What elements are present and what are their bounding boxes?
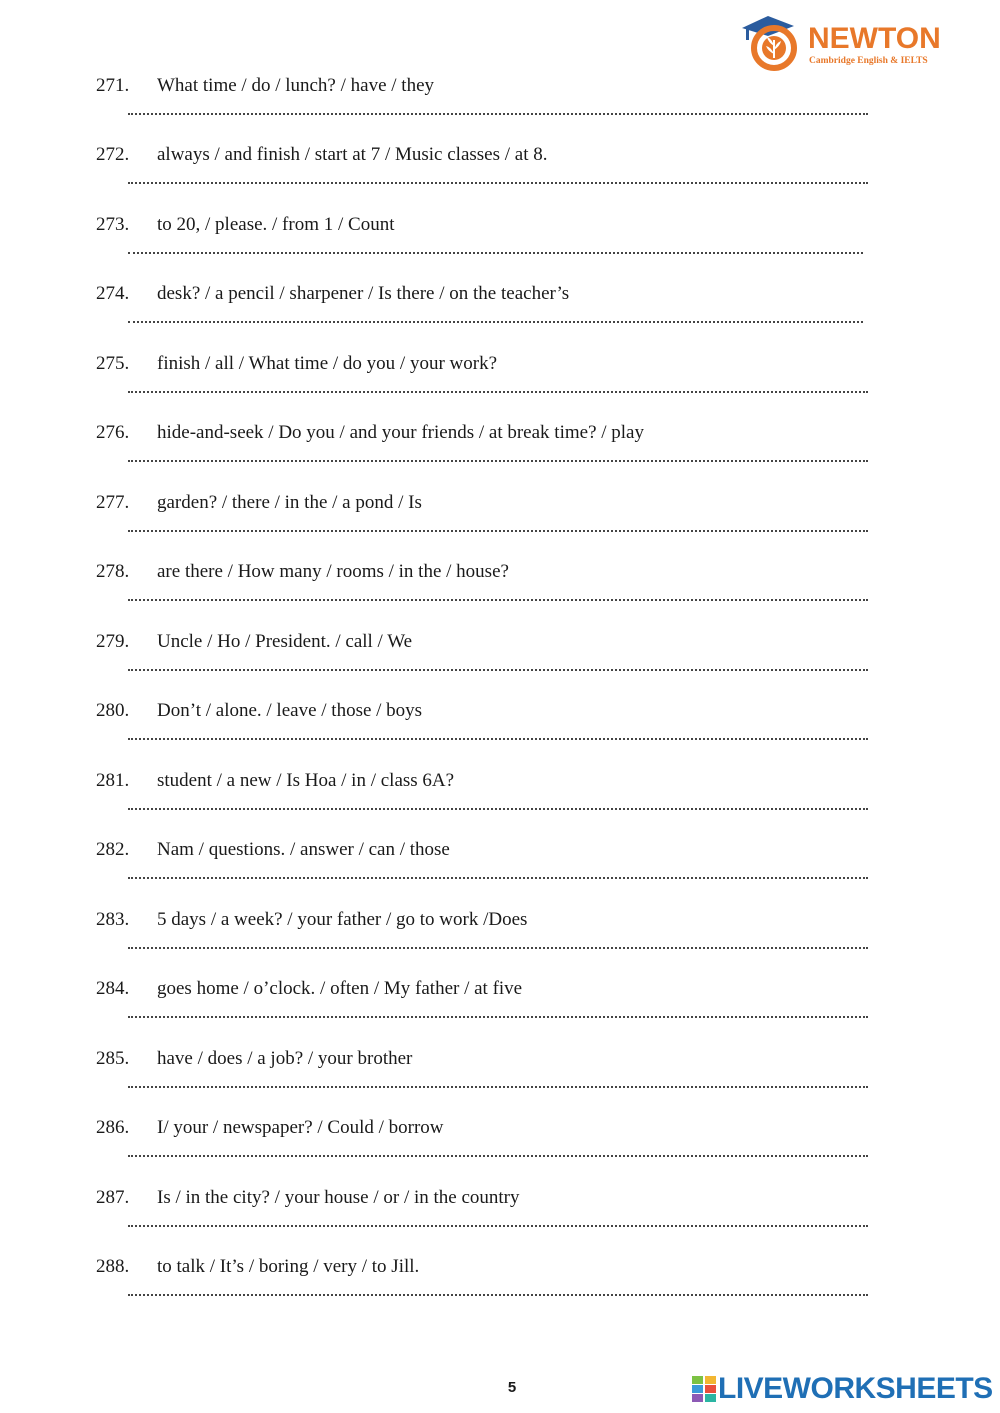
question-item — [0, 838, 1000, 908]
question-item — [0, 1047, 1000, 1117]
question-number: 275. — [96, 353, 130, 374]
question-number: 277. — [96, 492, 130, 513]
page-number: 5 — [507, 1379, 517, 1396]
question-prompt: I/ your / newspaper? / Could / borrow — [157, 1117, 444, 1138]
answer-line[interactable] — [128, 668, 868, 671]
question-prompt: Don’t / alone. / leave / those / boys — [157, 700, 423, 721]
question-number: 288. — [96, 1256, 130, 1277]
question-item — [0, 560, 1000, 630]
question-item — [0, 421, 1000, 491]
answer-line[interactable] — [128, 390, 868, 393]
question-prompt: Uncle / Ho / President. / call / We — [157, 631, 413, 652]
question-number: 287. — [96, 1187, 130, 1208]
answer-line[interactable] — [128, 1154, 868, 1157]
question-number: 286. — [96, 1117, 130, 1138]
question-item — [0, 1255, 1000, 1325]
answer-line[interactable] — [128, 1293, 868, 1296]
newton-emblem-icon — [738, 10, 808, 76]
answer-line[interactable] — [128, 876, 868, 879]
answer-line[interactable] — [128, 737, 868, 740]
question-number: 280. — [96, 700, 130, 721]
question-number: 274. — [96, 283, 130, 304]
brand-name: NEWTON — [808, 22, 941, 55]
question-number: 279. — [96, 631, 130, 652]
question-number: 284. — [96, 978, 130, 999]
question-item — [0, 143, 1000, 213]
question-prompt: to 20, / please. / from 1 / Count — [157, 214, 395, 235]
question-item — [0, 491, 1000, 561]
answer-line[interactable] — [128, 598, 868, 601]
brand-tagline: Cambridge English & IELTS — [809, 56, 928, 66]
answer-line[interactable] — [128, 112, 868, 115]
question-prompt: are there / How many / rooms / in the / house? — [157, 561, 509, 582]
question-prompt: desk? / a pencil / sharpener / Is there / on the teacher’s — [157, 283, 570, 304]
answer-line[interactable] — [128, 1085, 868, 1088]
question-prompt: What time / do / lunch? / have / they — [157, 75, 435, 96]
answer-line[interactable] — [128, 1015, 868, 1018]
question-number: 273. — [96, 214, 130, 235]
question-item — [0, 282, 1000, 352]
question-number: 278. — [96, 561, 130, 582]
liveworksheets-watermark — [692, 1372, 993, 1406]
liveworksheets-icon — [692, 1376, 716, 1402]
question-prompt: Is / in the city? / your house / or / in the country — [157, 1187, 520, 1208]
answer-line[interactable] — [128, 1224, 868, 1227]
question-prompt: always / and finish / start at 7 / Music classes / at 8. — [157, 144, 548, 165]
question-prompt: to talk / It’s / boring / very / to Jill. — [157, 1256, 420, 1277]
question-prompt: goes home / o’clock. / often / My father / at five — [157, 978, 523, 999]
question-item — [0, 1116, 1000, 1186]
newton-logo — [738, 10, 941, 76]
answer-line[interactable] — [128, 807, 868, 810]
question-prompt: student / a new / Is Hoa / in / class 6A? — [157, 770, 455, 791]
question-prompt: finish / all / What time / do you / your work? — [157, 353, 498, 374]
question-prompt: garden? / there / in the / a pond / Is — [157, 492, 422, 513]
answer-line[interactable] — [128, 946, 868, 949]
answer-line[interactable] — [128, 459, 868, 462]
question-item — [0, 699, 1000, 769]
question-item — [0, 1186, 1000, 1256]
question-prompt: 5 days / a week? / your father / go to work /Does — [157, 909, 528, 930]
question-number: 281. — [96, 770, 130, 791]
answer-line[interactable] — [128, 251, 863, 254]
answer-line[interactable] — [128, 529, 868, 532]
watermark-text: LIVEWORKSHEETS — [718, 1372, 993, 1405]
answer-line[interactable] — [128, 320, 863, 323]
question-number: 271. — [96, 75, 130, 96]
question-item — [0, 908, 1000, 978]
question-number: 282. — [96, 839, 130, 860]
question-item — [0, 769, 1000, 839]
question-item — [0, 352, 1000, 422]
question-number: 283. — [96, 909, 130, 930]
question-prompt: have / does / a job? / your brother — [157, 1048, 413, 1069]
answer-line[interactable] — [128, 181, 868, 184]
question-number: 276. — [96, 422, 130, 443]
question-number: 272. — [96, 144, 130, 165]
question-number: 285. — [96, 1048, 130, 1069]
question-item — [0, 74, 1000, 144]
question-item — [0, 977, 1000, 1047]
question-prompt: Nam / questions. / answer / can / those — [157, 839, 450, 860]
question-prompt: hide-and-seek / Do you / and your friends / at break time? / play — [157, 422, 644, 443]
question-item — [0, 213, 1000, 283]
question-item — [0, 630, 1000, 700]
